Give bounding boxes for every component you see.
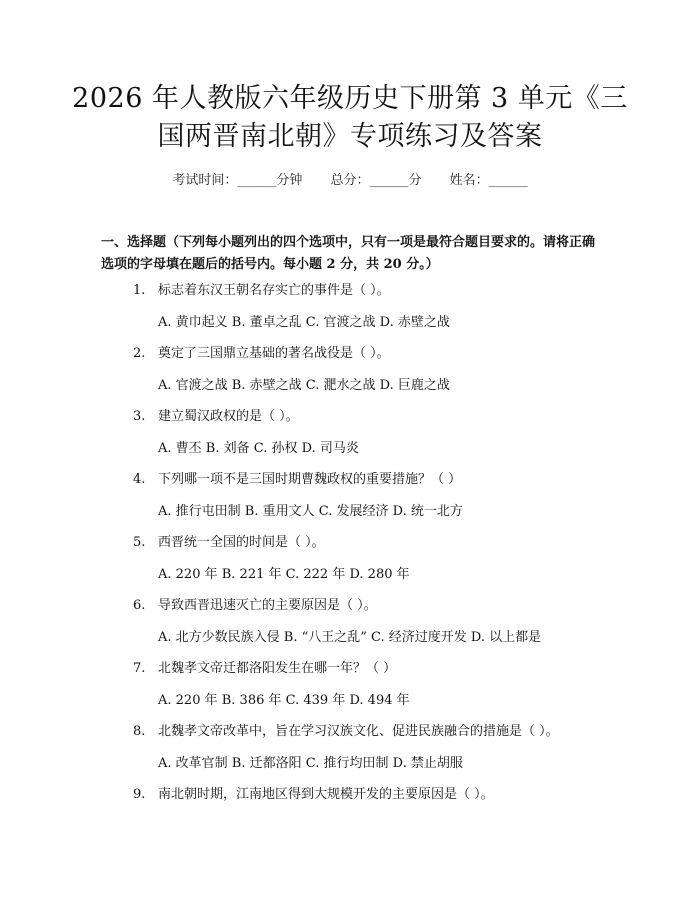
- question-stem: 北魏孝文帝迁都洛阳发生在哪一年？（ ）: [158, 661, 397, 676]
- question-stem: 下列哪一项不是三国时期曹魏政权的重要措施？（ ）: [158, 472, 462, 487]
- question-item: [0, 345, 700, 408]
- question-number: 1.: [133, 283, 146, 298]
- question-number: 2.: [133, 346, 146, 361]
- exam-meta: [0, 169, 700, 188]
- question-item: [0, 471, 700, 534]
- question-number: 9.: [133, 787, 146, 802]
- exam-score: 总分：______分: [330, 173, 422, 188]
- question-item: [0, 408, 700, 471]
- question-options: A. 黄巾起义 B. 董卓之乱 C. 官渡之战 D. 赤壁之战: [158, 315, 450, 330]
- document-title: [60, 80, 640, 156]
- question-stem: 建立蜀汉政权的是（ ）。: [158, 409, 299, 424]
- question-item: [0, 597, 700, 660]
- question-number: 5.: [133, 535, 146, 550]
- question-stem: 标志着东汉王朝名存实亡的事件是（ ）。: [158, 283, 390, 298]
- exam-name: 姓名：______: [449, 173, 528, 188]
- question-item: [0, 534, 700, 597]
- exam-time: 考试时间：______分钟: [172, 173, 303, 188]
- question-options: A. 北方少数民族入侵 B. “八王之乱” C. 经济过度开发 D. 以上都是: [158, 630, 542, 645]
- question-item: [0, 723, 700, 786]
- question-number: 4.: [133, 472, 146, 487]
- question-options: A. 220 年 B. 221 年 C. 222 年 D. 280 年: [158, 567, 410, 582]
- title-line-1: 2026 年人教版六年级历史下册第 3 单元《三: [72, 83, 628, 114]
- title-line-2: 国两晋南北朝》专项练习及答案: [157, 121, 543, 152]
- question-options: A. 推行屯田制 B. 重用文人 C. 发展经济 D. 统一北方: [158, 504, 463, 519]
- question-stem: 南北朝时期，江南地区得到大规模开发的主要原因是（ ）。: [158, 787, 494, 802]
- question-number: 8.: [133, 724, 146, 739]
- question-item: [0, 282, 700, 345]
- question-stem: 北魏孝文帝改革中，旨在学习汉族文化、促进民族融合的措施是（ ）。: [158, 724, 559, 739]
- question-options: A. 官渡之战 B. 赤壁之战 C. 淝水之战 D. 巨鹿之战: [158, 378, 450, 393]
- question-number: 6.: [133, 598, 146, 613]
- question-stem: 西晋统一全国的时间是（ ）。: [158, 535, 325, 550]
- question-options: A. 改革官制 B. 迁都洛阳 C. 推行均田制 D. 禁止胡服: [158, 756, 463, 771]
- question-number: 7.: [133, 661, 146, 676]
- question-options: A. 220 年 B. 386 年 C. 439 年 D. 494 年: [158, 693, 410, 708]
- question-stem: 导致西晋迅速灭亡的主要原因是（ ）。: [158, 598, 377, 613]
- question-stem: 奠定了三国鼎立基础的著名战役是（ ）。: [158, 346, 390, 361]
- section-heading: 一、选择题（下列每小题列出的四个选项中，只有一项是最符合题目要求的。请将正确选项的字母填在题后的括号内。每小题 2 分，共 20 分。）: [101, 235, 596, 272]
- question-number: 3.: [133, 409, 146, 424]
- question-options: A. 曹丕 B. 刘备 C. 孙权 D. 司马炎: [158, 441, 359, 456]
- question-item: [0, 786, 700, 849]
- question-list: [0, 282, 700, 849]
- question-item: [0, 660, 700, 723]
